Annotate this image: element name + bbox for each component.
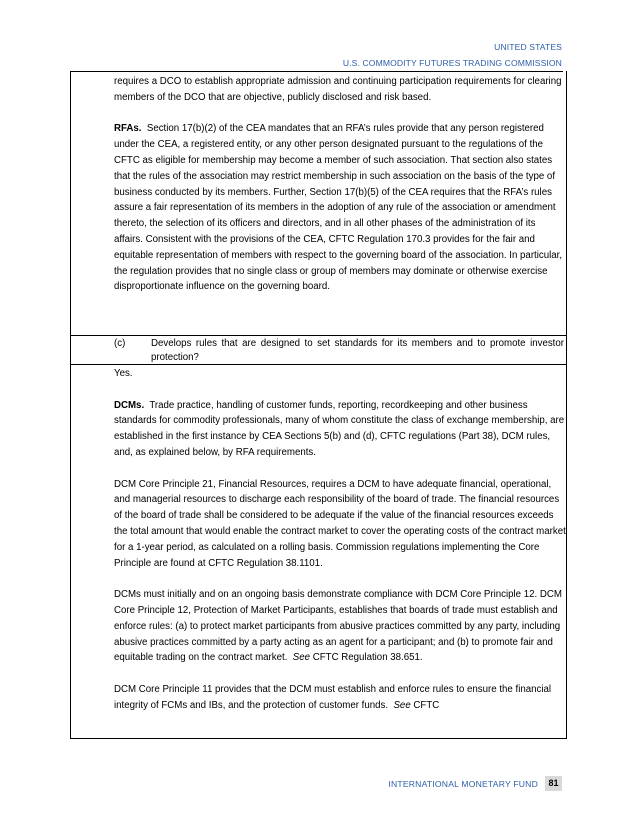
cp11-text: DCM Core Principle 11 provides that the DCM must establish and enforce rules to ensure the financial integrity of FCMs and IBs, and the protection of customer funds.: [114, 683, 552, 711]
rfa-label: RFAs.: [114, 123, 142, 135]
header-country: UNITED STATES: [494, 42, 562, 52]
question-label: (c): [114, 338, 126, 349]
dcm-label: DCMs.: [114, 399, 145, 411]
core-principle-11-paragraph: [114, 682, 566, 714]
rfa-paragraph: [114, 121, 566, 295]
cp12-citation: CFTC Regulation 38.651.: [312, 652, 423, 664]
rfa-section-text: [114, 74, 566, 295]
page-number: 81: [545, 776, 562, 791]
dcm-text: Trade practice, handling of customer funds, reporting, recordkeeping and other business standards for commodity professionals, many of whom constitute the class of exchange membership, are established in the first instance by CEA Sections 5(b) and (d), CFTC regulations (Part 38), DCM rules, and, as explained below, by RFA requirements.: [114, 399, 565, 458]
header-agency: U.S. COMMODITY FUTURES TRADING COMMISSION: [342, 58, 562, 68]
table-cell-dcm-section: [70, 364, 567, 739]
dco-continuation-paragraph: requires a DCO to establish appropriate admission and continuing participation requirements for clearing members of the DCO that are objective, publicly disclosed and risk based.: [114, 76, 562, 103]
cp12-text: DCMs must initially and on an ongoing basis demonstrate compliance with DCM Core Principle 12. DCM Core Principle 12, Protection of Market Participants, establishes that boards of trade must establish and enforce rules: (a) to protect market participants from abusive practices committed by any party, including abusive practices committed by a party acting as an agent for a participant; and (b) to promote fair and equitable trading on the contract market.: [114, 589, 562, 664]
cp11-see: See: [393, 699, 411, 711]
core-principle-12-paragraph: [114, 587, 566, 666]
rfa-text: Section 17(b)(2) of the CEA mandates that an RFA’s rules provide that any person registered under the CEA, a registered entity, or any other person designated pursuant to the regulations of the CFTC as eligible for membership may become a member of such association. That section also states that the rules of the association may restrict membership in such association on the basis of the type of business conducted by its members. Further, Section 17(b)(5) of the CEA requires that the RFA’s rules assure a fair representation of its members in the adoption of any rule of the association or amendment thereto, the selection of its officers and directors, and in all other phases of the administration of its affairs. Consistent with the provisions of the CEA, CFTC Regulation 170.3 provides for the fair and equitable representation of members with respect to the governing board of the association. In particular, the regulation provides that no single class or group of members may dominate or otherwise exercise disproportionate influence on the governing board.: [114, 123, 563, 293]
footer-org: INTERNATIONAL MONETARY FUND: [388, 779, 538, 789]
table-cell-rfa-section: [70, 71, 567, 336]
cp12-see: See: [292, 652, 311, 664]
core-principle-21-paragraph: DCM Core Principle 21, Financial Resources, requires a DCM to have adequate financial, operational, and managerial resources to discharge each responsibility of the board of trade. The financial resources of the board of trade shall be considered to be adequate if the value of the financial resources exceeds the total amount that would enable the contract market to cover the operating costs of the contract market for a 1-year period, as calculated on a rolling basis. Commission regulations implementing the Core Principle are found at CFTC Regulation 38.1101.: [114, 478, 566, 569]
cp11-citation: CFTC: [413, 699, 440, 711]
question-text: Develops rules that are designed to set standards for its members and to promote investor protection?: [151, 338, 564, 363]
question-row: [70, 335, 567, 365]
dcm-section-text: [114, 366, 566, 714]
dcm-paragraph: [114, 398, 566, 461]
answer-text: Yes.: [114, 368, 133, 379]
